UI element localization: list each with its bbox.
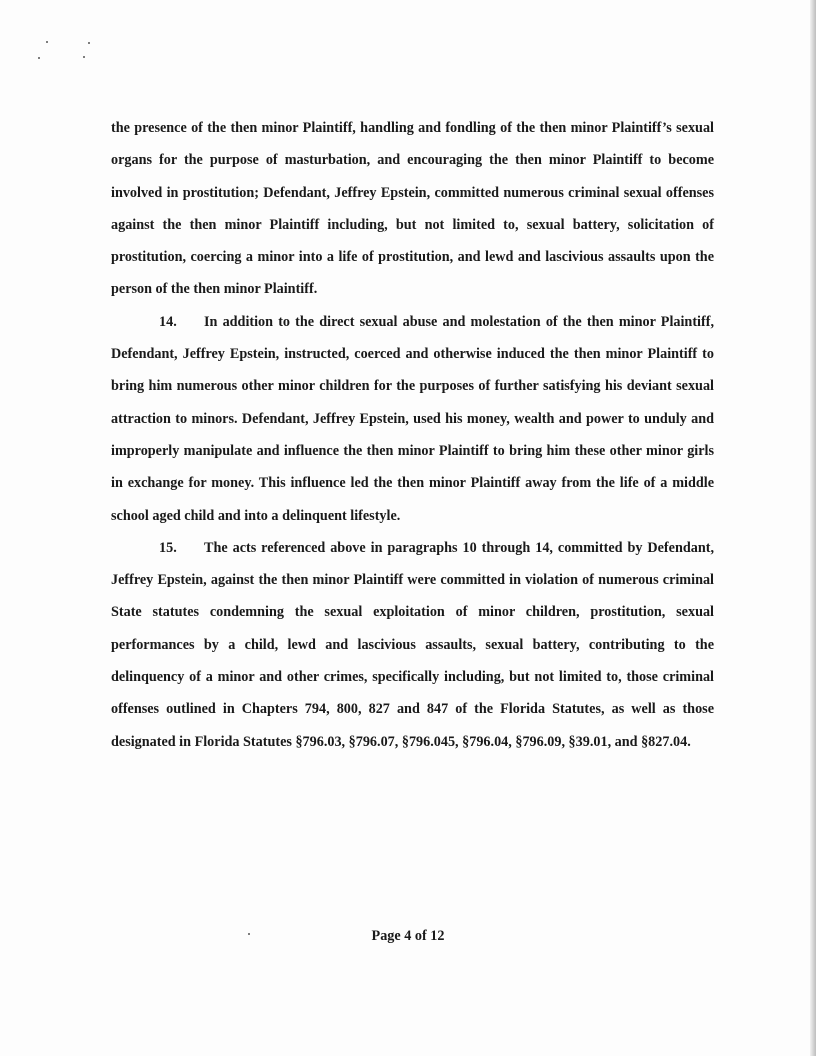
continuation-paragraph: the presence of the then minor Plaintiff, handling and fondling of the then minor Plaintiff’s sexual organs for the purpose of masturbation, and encouraging the then minor Plaintiff to become involved in prostitution; Defendant, Jeffrey Epstein, committed numerous criminal sexual offenses against the then minor Plaintiff including, but not limited to, sexual battery, solicitation of prostitution, coercing a minor into a life of prostitution, and lewd and lascivious assaults upon the person of the then minor Plaintiff. — [111, 120, 714, 298]
paragraph-text: The acts referenced above in paragraphs 10 through 14, committed by Defendant, Jeffrey Epstein, against the then minor Plaintiff were committed in violation of numerous criminal State statutes condemning the sexual exploitation of minor children, prostitution, sexual performances by a child, lewd and lascivious assaults, sexual battery, contributing to the delinquency of a minor and other crimes, specifically including, but not limited to, those criminal offenses outlined in Chapters 794, 800, 827 and 847 of the Florida Statutes, as well as those designated in Florida Statutes §796.03, §796.07, §796.045, §796.04, §796.09, §39.01, and §827.04. — [111, 539, 714, 750]
paragraph-number: 15. — [159, 539, 177, 556]
page-edge-shadow — [810, 0, 816, 1056]
scan-speck — [38, 57, 40, 59]
scan-speck — [83, 56, 85, 58]
paragraph-number: 14. — [159, 313, 177, 330]
scan-speck — [88, 42, 90, 44]
scan-speck — [46, 41, 48, 43]
page-number-footer: Page 4 of 12 — [371, 928, 445, 944]
paragraph-15 — [111, 532, 714, 758]
paragraph-14 — [111, 306, 714, 532]
document-body — [111, 112, 714, 758]
paragraph-text: In addition to the direct sexual abuse and molestation of the then minor Plaintiff, Defendant, Jeffrey Epstein, instructed, coerced and otherwise induced the then minor Plaintiff to bring him numerous other minor children for the purposes of further satisfying his deviant sexual attraction to minors. Defendant, Jeffrey Epstein, used his money, wealth and power to unduly and improperly manipulate and influence the then minor Plaintiff to bring him these other minor girls in exchange for money. This influence led the then minor Plaintiff away from the life of a middle school aged child and into a delinquent lifestyle. — [111, 313, 714, 524]
